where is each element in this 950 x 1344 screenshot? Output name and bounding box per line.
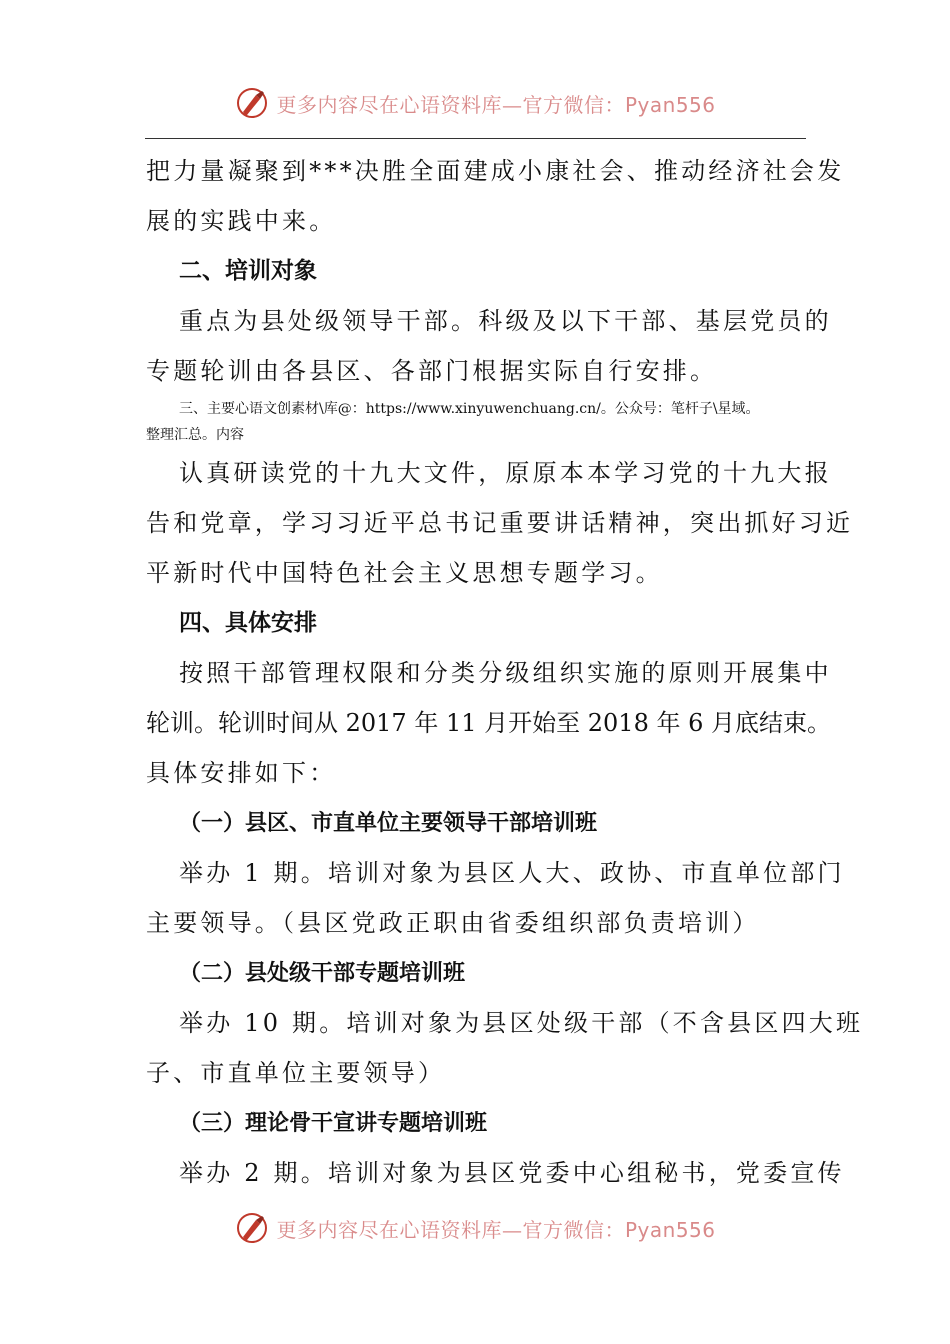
paragraph-line: 主要领导。（县区党政正职由省委组织部负责培训） [146, 909, 760, 937]
section-heading-3-inline: 三、主要心语文创素材\库@：https://www.xinyuwenchuang.cn/。公众号：笔杆子\星域。 [179, 401, 760, 417]
header-divider [145, 138, 806, 139]
paragraph-line: 子、市直单位主要领导） [146, 1059, 446, 1087]
paragraph-line: 具体安排如下： [146, 759, 337, 787]
paragraph-line: 认真研读党的十九大文件，原原本本学习党的十九大报 [179, 459, 832, 487]
footer-wechat-id: Pyan556 [624, 1217, 716, 1242]
header-wechat-id: Pyan556 [624, 92, 716, 117]
subsection-heading-1: （一）县区、市直单位主要领导干部培训班 [179, 810, 598, 836]
paragraph-line: 轮训。轮训时间从 2017 年 11 月开始至 2018 年 6 月底结束。 [146, 709, 831, 737]
footer-banner [0, 1208, 950, 1248]
section-heading-4: 四、具体安排 [179, 610, 317, 636]
paragraph-line: 展的实践中来。 [146, 207, 337, 235]
paragraph-line: 把力量凝聚到***决胜全面建成小康社会、推动经济社会发 [146, 157, 845, 185]
subsection-heading-3: （三）理论骨干宣讲专题培训班 [179, 1110, 488, 1136]
paragraph-line: 举办 2 期。培训对象为县区党委中心组秘书，党委宣传 [179, 1159, 845, 1187]
footer-banner-text: 更多内容尽在心语资料库—官方微信：Pyan556 [276, 1217, 716, 1242]
document-body [146, 146, 864, 1198]
pen-nib-logo-icon [234, 85, 270, 121]
header-banner-text: 更多内容尽在心语资料库—官方微信：Pyan556 [276, 92, 716, 117]
pen-nib-logo-icon [234, 1210, 270, 1246]
section-heading-2: 二、培训对象 [179, 258, 317, 284]
subsection-heading-2: （二）县处级干部专题培训班 [179, 960, 466, 986]
paragraph-line: 告和党章，学习习近平总书记重要讲话精神，突出抓好习近 [146, 509, 854, 537]
paragraph-line: 举办 10 期。培训对象为县区处级干部（不含县区四大班 [179, 1009, 864, 1037]
paragraph-line: 重点为县处级领导干部。科级及以下干部、基层党员的 [179, 307, 832, 335]
paragraph-line: 举办 1 期。培训对象为县区人大、政协、市直单位部门 [179, 859, 845, 887]
section-heading-3-continuation: 整理汇总。内容 [146, 427, 244, 443]
paragraph-line: 平新时代中国特色社会主义思想专题学习。 [146, 559, 663, 587]
header-banner [0, 83, 950, 123]
paragraph-line: 专题轮训由各县区、各部门根据实际自行安排。 [146, 357, 718, 385]
paragraph-line: 按照干部管理权限和分类分级组织实施的原则开展集中 [179, 659, 832, 687]
